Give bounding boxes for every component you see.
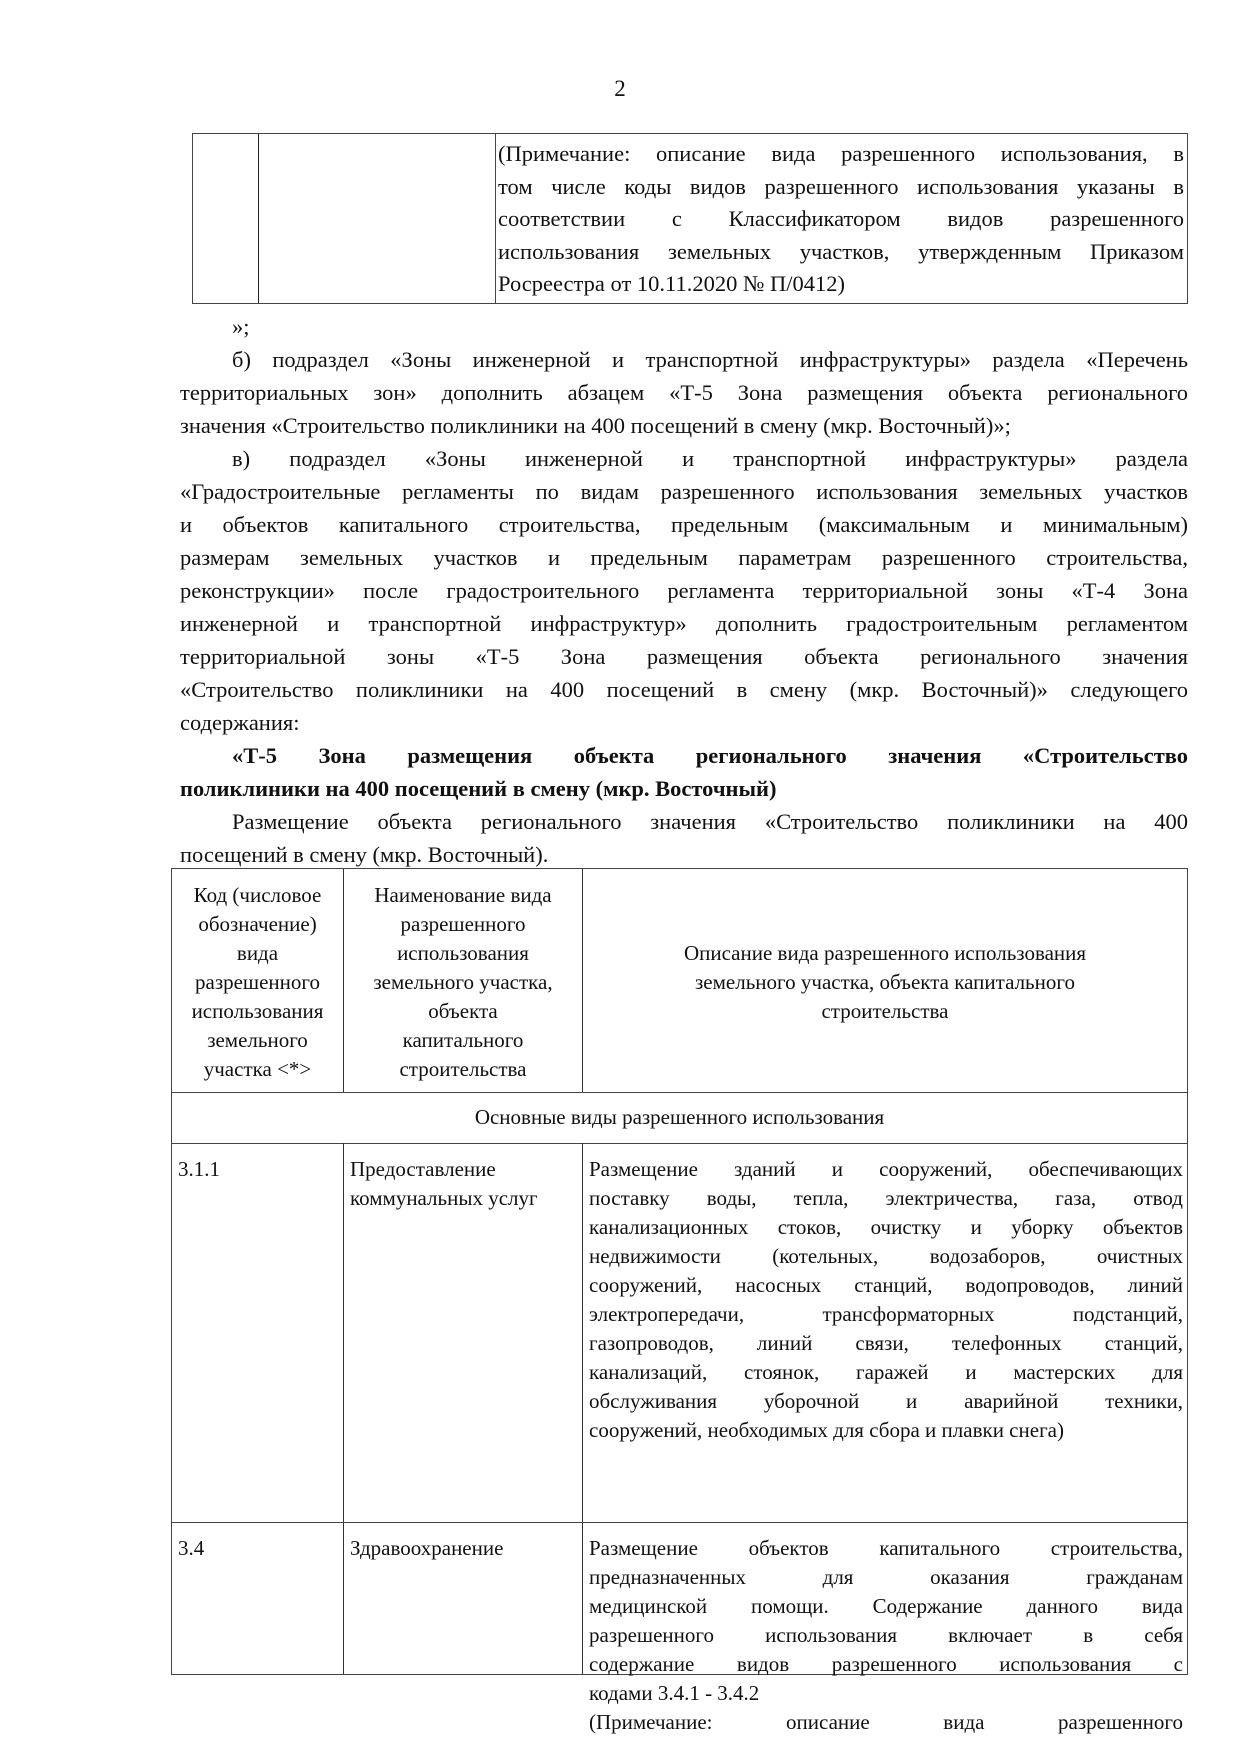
- header-code-line: обозначение): [198, 912, 317, 936]
- zone-heading-line: «Т-5 Зона размещения объекта регионального значения «Строительство: [232, 743, 1188, 768]
- header-code-line: участка <*>: [203, 1057, 312, 1081]
- paragraph-line: территориальной зоны «Т-5 Зона размещения объекта регионального значения: [180, 644, 1188, 669]
- row-description-line: сооружений, необходимых для сбора и плавки снега): [589, 1418, 1064, 1442]
- paragraph-line: территориальных зон» дополнить абзацем «Т-5 Зона размещения объекта регионального: [180, 380, 1188, 405]
- note-line: том числе коды видов разрешенного использования указаны в: [498, 173, 1184, 199]
- header-description-line: земельного участка, объекта капитального: [695, 970, 1075, 994]
- row-divider: [172, 1143, 1187, 1144]
- paragraph-line: инженерной и транспортной инфраструктур» дополнить градостроительным регламентом: [180, 611, 1188, 636]
- row-name-line: Предоставление: [350, 1157, 496, 1181]
- row-description: [589, 1534, 1183, 1737]
- row-name: [350, 1155, 582, 1213]
- header-code-line: земельного: [207, 1028, 308, 1052]
- header-code-line: разрешенного: [195, 970, 320, 994]
- row-description-line: кодами 3.4.1 - 3.4.2: [589, 1681, 760, 1705]
- closing-quote: [180, 310, 1188, 343]
- paragraph-b: [180, 343, 1188, 442]
- row-description-line: электропередачи, трансформаторных подстанций,: [589, 1302, 1183, 1326]
- row-divider: [172, 1092, 1187, 1093]
- row-description-line: разрешенного использования включает в себя: [589, 1623, 1183, 1647]
- header-name-line: объекта: [428, 999, 498, 1023]
- note-line: соответствии с Классификатором видов разрешенного: [498, 206, 1184, 232]
- continuation-table: [192, 133, 1188, 304]
- row-description-line: предназначенных для оказания гражданам: [589, 1565, 1183, 1589]
- row-description-line: медицинской помощи. Содержание данного вида: [589, 1594, 1183, 1618]
- row-divider: [172, 1522, 1187, 1523]
- header-code-line: использования: [191, 999, 324, 1023]
- paragraph-line: содержания:: [180, 710, 300, 735]
- paragraph-line: размерам земельных участков и предельным параметрам разрешенного строительства,: [180, 545, 1188, 570]
- permitted-use-table: [171, 868, 1188, 1734]
- paragraph-line: значения «Строительство поликлиники на 400 посещений в смену (мкр. Восточный)»;: [180, 413, 1011, 438]
- row-description-line: канализаций, стоянок, гаражей и мастерских для: [589, 1360, 1183, 1384]
- header-code-line: вида: [236, 941, 279, 965]
- page-number: 2: [614, 76, 626, 101]
- header-code: [172, 881, 343, 1084]
- paragraph-line: в) подраздел «Зоны инженерной и транспортной инфраструктуры» раздела: [232, 446, 1188, 471]
- header-name-line: Наименование вида: [374, 883, 552, 907]
- column-divider: [582, 869, 583, 1092]
- row-name-line: Здравоохранение: [350, 1536, 504, 1560]
- note-line: (Примечание: описание вида разрешенного использования, в: [498, 141, 1184, 166]
- zone-heading-line: поликлиники на 400 посещений в смену (мкр. Восточный): [180, 776, 777, 801]
- paragraph-v: [180, 442, 1188, 739]
- zone-description-line: посещений в смену (мкр. Восточный).: [180, 842, 549, 867]
- row-description-line: поставку воды, тепла, электричества, газа, отвод: [589, 1186, 1183, 1210]
- row-description-line: Размещение зданий и сооружений, обеспечивающих: [589, 1157, 1183, 1181]
- header-name-line: земельного участка,: [373, 970, 553, 994]
- zone-description: [180, 805, 1188, 871]
- header-name-line: строительства: [399, 1057, 527, 1081]
- header-description: [584, 939, 1186, 1026]
- row-code: 3.4: [178, 1536, 205, 1560]
- column-divider: [582, 1143, 583, 1674]
- zone-description-line: Размещение объекта регионального значения «Строительство поликлиники на 400: [232, 809, 1188, 834]
- continuation-table-name-cell: [258, 134, 496, 303]
- paragraph-line: «Строительство поликлиники на 400 посещений в смену (мкр. Восточный)» следующего: [180, 677, 1188, 702]
- row-description-line: недвижимости (котельных, водозаборов, очистных: [589, 1244, 1183, 1268]
- section-title: Основные виды разрешенного использования: [474, 1105, 885, 1129]
- header-code-line: Код (числовое: [193, 883, 322, 907]
- row-description-line: сооружений, насосных станций, водопроводов, линий: [589, 1273, 1183, 1297]
- row-description-line: (Примечание: описание вида разрешенного: [589, 1710, 1183, 1734]
- header-name-line: разрешенного: [400, 912, 526, 936]
- header-description-line: Описание вида разрешенного использования: [683, 941, 1087, 965]
- row-name-line: коммунальных услуг: [350, 1186, 538, 1210]
- row-description-line: газопроводов, линий связи, телефонных станций,: [589, 1331, 1183, 1355]
- closing-quote-text: »;: [232, 314, 250, 339]
- paragraph-line: и объектов капитального строительства, предельным (максимальным и минимальным): [180, 512, 1188, 537]
- note-line: Росреестра от 10.11.2020 № П/0412): [498, 271, 846, 297]
- note-line: использования земельных участков, утвержденным Приказом: [498, 238, 1184, 264]
- row-name: [350, 1534, 582, 1563]
- row-description-line: канализационных стоков, очистку и уборку объектов: [589, 1215, 1183, 1239]
- continuation-table-note-cell: [498, 138, 1184, 301]
- paragraph-line: реконструкции» после градостроительного регламента территориальной зоны «Т-4 Зона: [180, 578, 1188, 603]
- row-description: [589, 1155, 1183, 1445]
- row-description-line: обслуживания уборочной и аварийной техники,: [589, 1389, 1183, 1413]
- header-name-line: использования: [397, 941, 529, 965]
- paragraph-line: «Градостроительные регламенты по видам разрешенного использования земельных участков: [180, 479, 1188, 504]
- continuation-table-code-cell: [193, 134, 259, 303]
- column-divider: [343, 1143, 344, 1674]
- header-name: [344, 881, 582, 1084]
- row-description-line: содержание видов разрешенного использования с: [589, 1652, 1183, 1676]
- row-description-line: Размещение объектов капитального строительства,: [589, 1536, 1183, 1560]
- header-description-line: строительства: [821, 999, 949, 1023]
- header-name-line: капитального: [402, 1028, 524, 1052]
- paragraph-line: б) подраздел «Зоны инженерной и транспортной инфраструктуры» раздела «Перечень: [232, 347, 1188, 372]
- zone-heading: [180, 739, 1188, 805]
- row-code: 3.1.1: [178, 1157, 220, 1181]
